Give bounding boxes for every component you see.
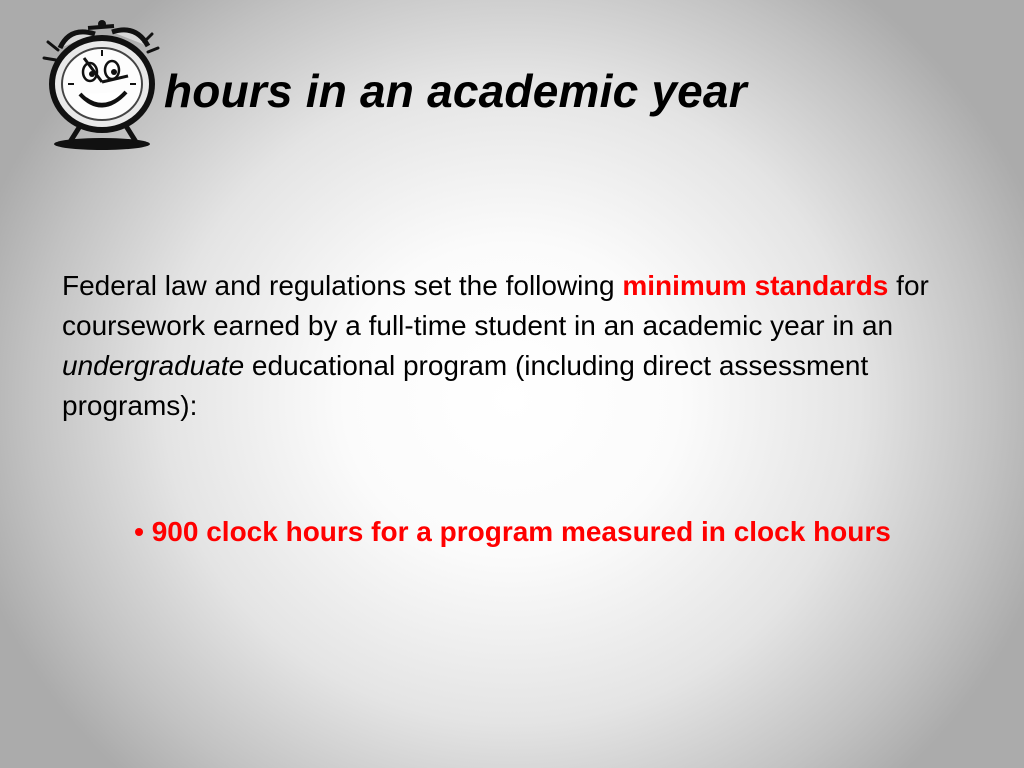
alarm-clock-icon	[40, 14, 165, 154]
minimum-standards-emphasis: minimum standards	[622, 270, 889, 301]
undergraduate-italic: undergraduate	[62, 350, 245, 381]
body-middle: for coursework earned by a full-time student in an academic year in an	[62, 270, 929, 341]
clock-hours-bullet: • 900 clock hours for a program measured in clock hours	[134, 516, 891, 547]
body-ending: educational program (including direct assessment programs):	[62, 350, 869, 421]
body-paragraph	[62, 266, 962, 426]
slide-title: hours in an academic year	[164, 65, 747, 117]
body-intro: Federal law and regulations set the following	[62, 270, 623, 301]
